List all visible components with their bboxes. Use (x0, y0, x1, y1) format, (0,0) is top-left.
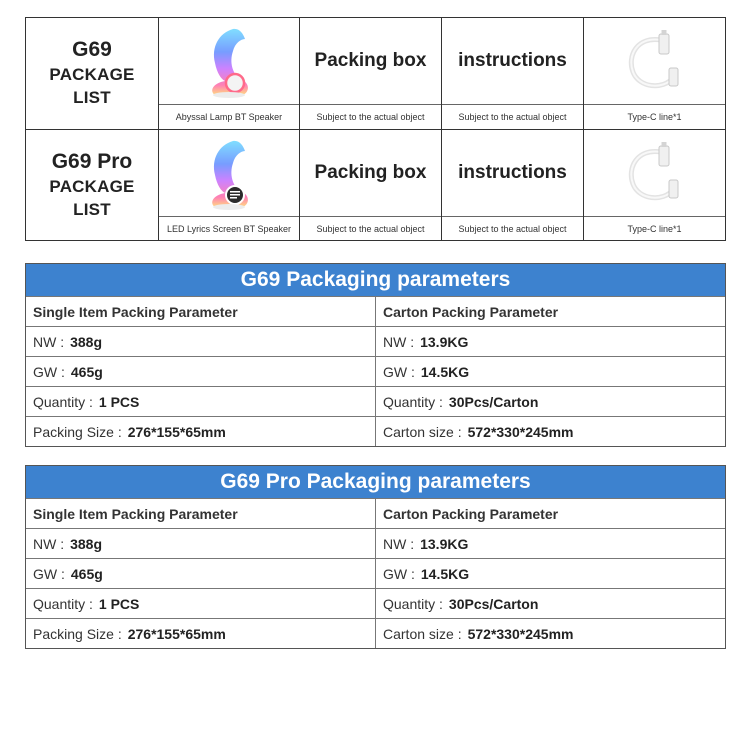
table-row (26, 356, 725, 386)
package-label-line: PACKAGE (49, 177, 135, 196)
carton-header: Carton Packing Parameter (383, 303, 559, 320)
packing-box-label: Packing box (314, 50, 427, 71)
table-row (26, 558, 725, 588)
param-value: 388g (70, 535, 103, 552)
param-key: Quantity : (383, 393, 443, 410)
params-title: G69 Packaging parameters (26, 264, 725, 296)
param-value: 14.5KG (420, 363, 470, 380)
param-key: Quantity : (33, 595, 93, 612)
param-value: 14.5KG (420, 565, 470, 582)
table-row (26, 618, 725, 648)
table-row (26, 386, 725, 416)
package-label-line: LIST (73, 88, 111, 107)
param-value: 572*330*245mm (467, 423, 574, 440)
carton-header: Carton Packing Parameter (383, 505, 559, 522)
package-label (26, 18, 159, 129)
instructions-cell (442, 18, 584, 129)
param-value: 1 PCS (98, 595, 140, 612)
model-name: G69 Pro (51, 150, 133, 173)
param-value: 13.9KG (420, 333, 469, 350)
packing-box-caption: Subject to the actual object (300, 104, 441, 129)
single-item-header: Single Item Packing Parameter (26, 499, 376, 528)
param-value: 276*155*65mm (127, 625, 226, 642)
param-key: GW : (33, 565, 65, 582)
param-key: GW : (33, 363, 65, 380)
table-row (26, 588, 725, 618)
table-row (26, 326, 725, 356)
cable-caption: Type-C line*1 (584, 104, 725, 129)
g69-pro-params-table (25, 465, 726, 649)
param-value: 13.9KG (420, 535, 469, 552)
param-value: 30Pcs/Carton (448, 393, 539, 410)
cable-cell (584, 18, 725, 129)
param-value: 388g (70, 333, 103, 350)
g69-params-table (25, 263, 726, 447)
usb-cable-icon (623, 26, 687, 96)
param-key: Quantity : (383, 595, 443, 612)
param-key: Carton size : (383, 423, 462, 440)
instructions-caption: Subject to the actual object (442, 104, 583, 129)
speaker-image-icon (199, 23, 259, 99)
table-row (26, 416, 725, 446)
packing-box-caption: Subject to the actual object (300, 216, 441, 241)
param-key: NW : (383, 333, 415, 350)
table-row (26, 528, 725, 558)
params-header-row (26, 498, 725, 528)
cable-caption: Type-C line*1 (584, 216, 725, 241)
model-name: G69 (72, 38, 112, 61)
param-key: NW : (33, 535, 65, 552)
param-value: 30Pcs/Carton (448, 595, 539, 612)
single-item-header: Single Item Packing Parameter (26, 297, 376, 326)
package-label (26, 130, 159, 241)
param-key: Packing Size : (33, 625, 122, 642)
usb-cable-icon (623, 138, 687, 208)
package-row-g69 (26, 18, 725, 129)
instructions-caption: Subject to the actual object (442, 216, 583, 241)
speaker-caption: Abyssal Lamp BT Speaker (159, 104, 299, 129)
speaker-caption: LED Lyrics Screen BT Speaker (159, 216, 299, 241)
cable-cell (584, 130, 725, 241)
param-key: NW : (33, 333, 65, 350)
instructions-cell (442, 130, 584, 241)
package-label-line: LIST (73, 200, 111, 219)
param-key: Quantity : (33, 393, 93, 410)
param-key: GW : (383, 565, 415, 582)
param-value: 465g (70, 565, 103, 582)
param-value: 276*155*65mm (127, 423, 226, 440)
speaker-cell (159, 130, 300, 241)
package-row-g69-pro (26, 129, 725, 241)
package-list-table (25, 17, 726, 241)
instructions-label: instructions (458, 50, 567, 71)
param-value: 465g (70, 363, 103, 380)
package-label-line: PACKAGE (49, 65, 135, 84)
param-key: Carton size : (383, 625, 462, 642)
packing-box-cell (300, 130, 442, 241)
speaker-cell (159, 18, 300, 129)
param-key: Packing Size : (33, 423, 122, 440)
params-title: G69 Pro Packaging parameters (26, 466, 725, 498)
param-value: 572*330*245mm (467, 625, 574, 642)
param-key: NW : (383, 535, 415, 552)
params-header-row (26, 296, 725, 326)
packing-box-label: Packing box (314, 162, 427, 183)
packing-box-cell (300, 18, 442, 129)
instructions-label: instructions (458, 162, 567, 183)
param-key: GW : (383, 363, 415, 380)
speaker-image-icon (199, 135, 259, 211)
param-value: 1 PCS (98, 393, 140, 410)
